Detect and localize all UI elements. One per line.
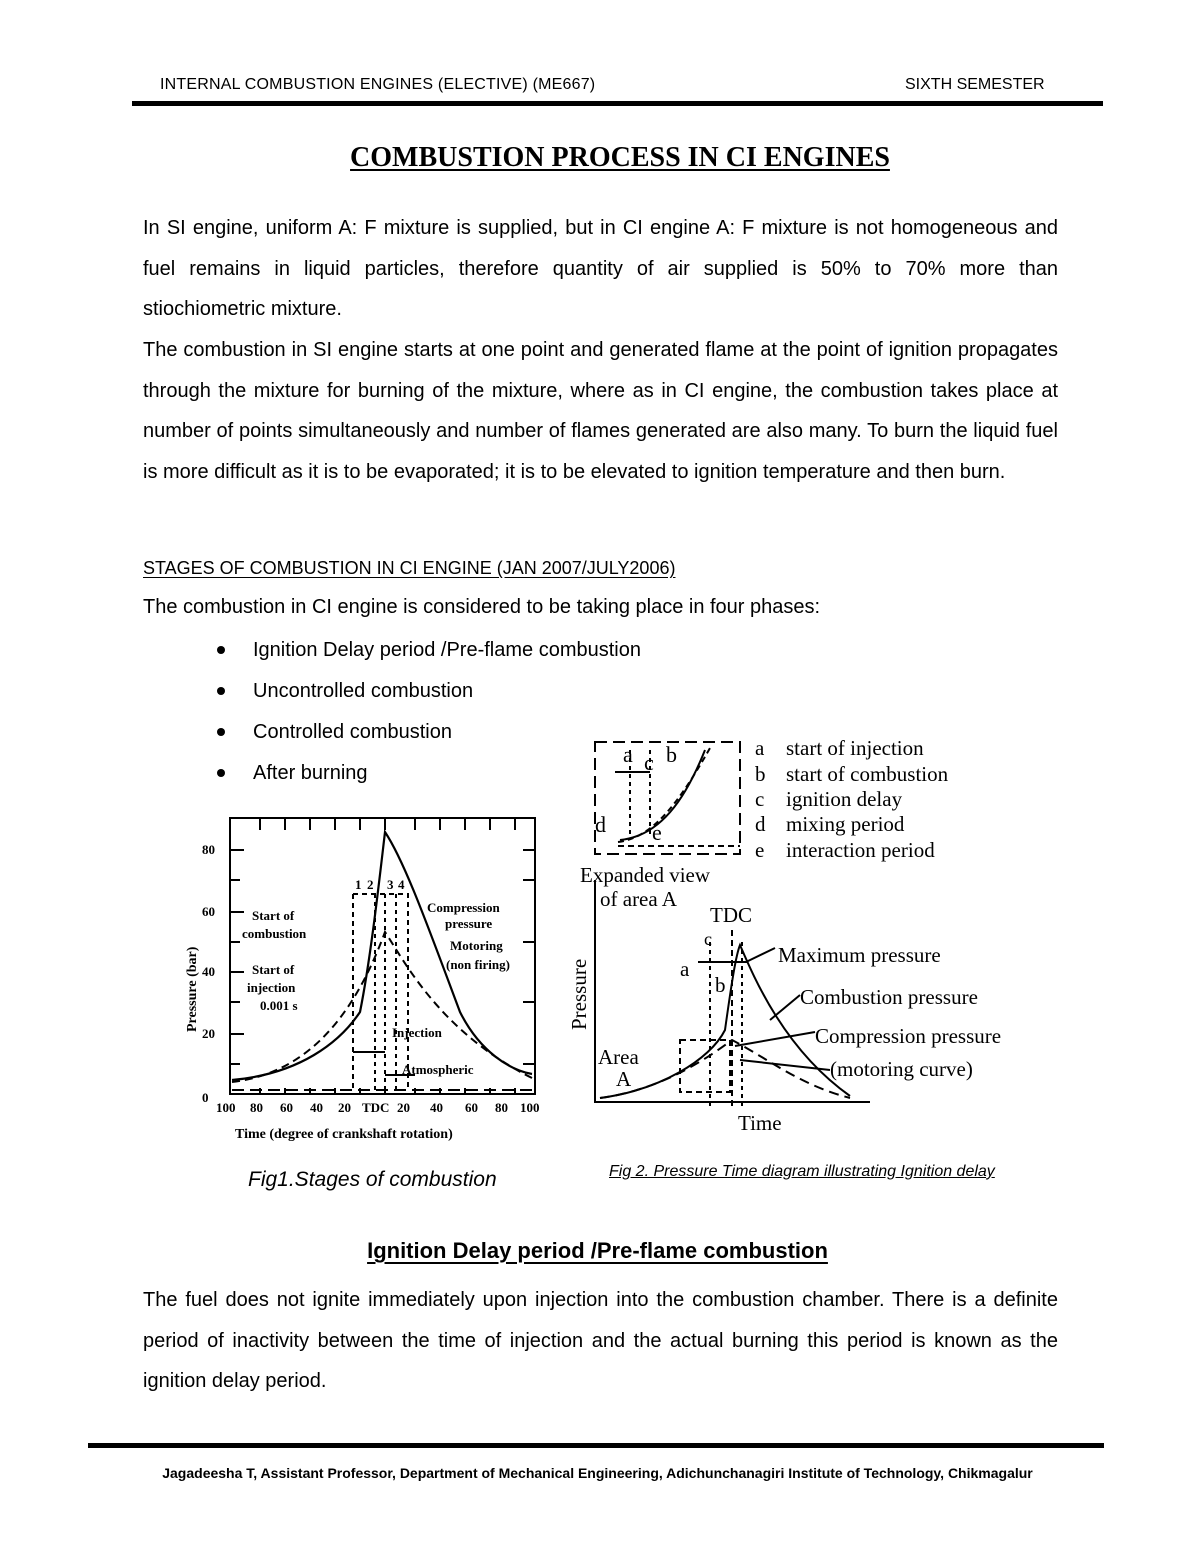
fig2-legend-text: ignition delay xyxy=(786,787,903,811)
fig1-annotation: injection xyxy=(247,980,296,995)
fig2-point-label: b xyxy=(715,973,726,997)
fig1-ylabel: Pressure (bar) xyxy=(185,946,200,1032)
page-title: COMBUSTION PROCESS IN CI ENGINES xyxy=(350,142,890,173)
fig2-inset-letter: c xyxy=(644,750,654,775)
list-item: Controlled combustion xyxy=(215,718,641,759)
fig1-ytick: 60 xyxy=(202,904,215,919)
list-item: Ignition Delay period /Pre-flame combustion xyxy=(215,636,641,677)
fig2-curve-label: (motoring curve) xyxy=(830,1057,973,1081)
fig1-ytick: 0 xyxy=(202,1090,209,1105)
fig2-inset-letter: b xyxy=(666,742,677,767)
fig2-legend-key: d xyxy=(755,812,766,836)
fig1-annotation: Compression xyxy=(427,900,500,915)
fig2-curve-label: Compression pressure xyxy=(815,1024,1002,1048)
fig1-stage-label: 3 xyxy=(387,877,394,892)
fig2-point-label: c xyxy=(704,929,712,949)
fig2-inset-letter: a xyxy=(623,742,633,767)
fig2-xlabel: Time xyxy=(738,1111,782,1135)
fig2-legend-text: start of combustion xyxy=(786,762,949,786)
fig1-annotation: 0.001 s xyxy=(260,998,298,1013)
fig2-legend-text: mixing period xyxy=(786,812,905,836)
footer-author: Jagadeesha T, Assistant Professor, Department of Mechanical Engineering, Adichunchanagiri Institute of Technology, Chikmagalur xyxy=(162,1465,1033,1481)
fig1-xtick: 40 xyxy=(310,1100,323,1115)
fig1-annotation: combustion xyxy=(242,926,307,941)
fig2-point-label: a xyxy=(680,957,690,981)
comparison-paragraph: The combustion in SI engine starts at one point and generated flame at the point of ignition propagates through the mixture for burning of the mixture, where as in CI engine, the combustion takes place at number of points simultaneously and number of flames generated are also many. To burn the liquid fuel is more difficult as it is to be evaporated; it is to be elevated to ignition temperature and then burn. xyxy=(143,339,1058,483)
fig1-caption: Fig1.Stages of combustion xyxy=(248,1168,497,1191)
stages-intro: The combustion in CI engine is considered to be taking place in four phases: xyxy=(143,596,821,618)
fig1-xtick: 60 xyxy=(280,1100,293,1115)
intro-paragraph: In SI engine, uniform A: F mixture is supplied, but in CI engine A: F mixture is not homogeneous and fuel remains in liquid particles, therefore quantity of air supplied is 50% to 70% more than stiochiometric mixture. xyxy=(143,217,1058,320)
fig1-xtick: 60 xyxy=(465,1100,478,1115)
fig2-curve-label: Maximum pressure xyxy=(778,943,941,967)
fig1-annotation: pressure xyxy=(445,916,493,931)
header-rule xyxy=(132,101,1103,106)
fig2-legend-key: b xyxy=(755,762,766,786)
fig1-ytick: 20 xyxy=(202,1026,215,1041)
footer-rule xyxy=(88,1443,1104,1448)
fig2-ylabel: Pressure xyxy=(567,958,591,1030)
fig2-legend-key: a xyxy=(755,736,765,760)
fig1-annotation: Start of xyxy=(252,962,295,977)
fig1-xtick: 100 xyxy=(216,1100,236,1115)
fig1-stage-label: 4 xyxy=(398,877,405,892)
fig2-expanded-view: Expanded view xyxy=(580,863,711,887)
fig1-ytick: 40 xyxy=(202,964,215,979)
header-semester: SIXTH SEMESTER xyxy=(905,76,1045,93)
fig2-area-label: A xyxy=(616,1067,632,1091)
fig2-curve-label: Combustion pressure xyxy=(800,985,978,1009)
fig1-xtick: 80 xyxy=(495,1100,508,1115)
fig2-ignition-delay-diagram xyxy=(560,730,1090,1140)
fig1-xlabel: Time (degree of crankshaft rotation) xyxy=(235,1127,453,1142)
fig2-expanded-view: of area A xyxy=(600,887,677,911)
fig1-annotation: Injection xyxy=(392,1025,442,1040)
ignition-delay-heading: Ignition Delay period /Pre-flame combustion xyxy=(367,1238,828,1263)
fig1-xtick: 20 xyxy=(397,1100,410,1115)
fig2-legend-text: start of injection xyxy=(786,736,924,760)
fig1-annotation: Motoring xyxy=(450,938,503,953)
fig2-legend-key: e xyxy=(755,838,765,862)
fig2-legend-key: c xyxy=(755,787,765,811)
stages-heading: STAGES OF COMBUSTION IN CI ENGINE (JAN 2007/JULY2006) xyxy=(143,558,676,578)
ignition-delay-paragraph: The fuel does not ignite immediately upon injection into the combustion chamber. There is a definite period of inactivity between the time of injection and the actual burning this period is known as the ignition delay period. xyxy=(143,1289,1058,1392)
fig2-tdc: TDC xyxy=(710,903,752,927)
fig1-annotation: Start of xyxy=(252,908,295,923)
fig2-area-label: Area xyxy=(598,1045,639,1069)
fig1-stage-label: 2 xyxy=(367,877,374,892)
fig1-xtick: 100 xyxy=(520,1100,540,1115)
fig1-ytick: 80 xyxy=(202,842,215,857)
fig2-inset-letter: d xyxy=(595,812,606,837)
fig1-stages-diagram xyxy=(180,812,550,1152)
list-item: After burning xyxy=(215,759,641,800)
fig1-annotation: (non firing) xyxy=(446,957,510,972)
fig1-xtick: 40 xyxy=(430,1100,443,1115)
list-item: Uncontrolled combustion xyxy=(215,677,641,718)
header-course: INTERNAL COMBUSTION ENGINES (ELECTIVE) (ME667) xyxy=(160,76,596,93)
fig1-annotation: Atmospheric xyxy=(402,1062,474,1077)
fig2-caption: Fig 2. Pressure Time diagram illustrating Ignition delay xyxy=(609,1163,995,1180)
fig2-legend-text: interaction period xyxy=(786,838,935,862)
fig1-xtick: 20 xyxy=(338,1100,351,1115)
fig1-stage-label: 1 xyxy=(355,877,362,892)
fig2-inset-letter: e xyxy=(652,820,662,845)
fig1-xtick: TDC xyxy=(362,1100,390,1115)
fig1-xtick: 80 xyxy=(250,1100,263,1115)
